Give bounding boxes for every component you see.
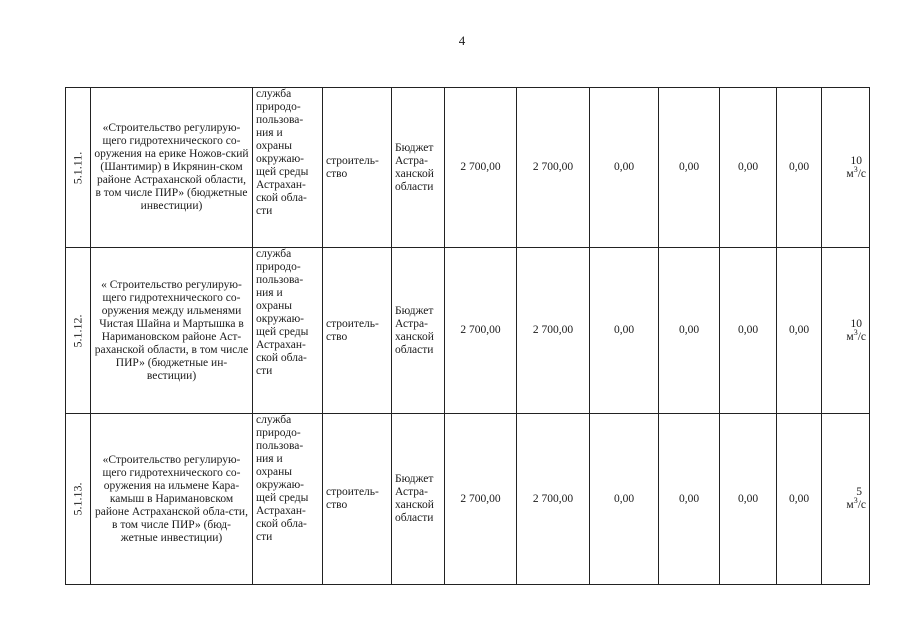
work-type: строитель-ство	[323, 88, 392, 248]
table-row	[66, 248, 870, 414]
year-1-amount: 2 700,00	[517, 248, 590, 414]
project-name: « Строительство регулирую-щего гидротехнического со-оружения между ильменями Чистая Шайна и Мартышка в Наримановском районе Аст-раханской области, в том числе ПИР» (бюджетные ин-вестиции)	[91, 248, 253, 414]
total-amount: 2 700,00	[445, 248, 517, 414]
row-number-cell	[66, 414, 91, 585]
year-3-amount: 0,00	[659, 414, 720, 585]
year-1-amount: 2 700,00	[517, 414, 590, 585]
project-name: «Строительство регулирую-щего гидротехнического со-оружения на ильмене Кара-камыш в Наримановском районе Астраханской обла-сти, в том числе ПИР» (бюд-жетные инвестиции)	[91, 414, 253, 585]
year-4-amount: 0,00	[720, 248, 777, 414]
year-3-amount: 0,00	[659, 248, 720, 414]
funding-source: Бюджет Астра-ханской области	[392, 248, 445, 414]
row-number: 5.1.13.	[70, 482, 85, 516]
capacity-value: 5	[856, 486, 862, 498]
project-name: «Строительство регулирую-щего гидротехнического со-оружения на ерике Ножов-ский (Шантимир) в Икрянин-ском районе Астраханской области, в том числе ПИР» (бюджетные инвестиции)	[91, 88, 253, 248]
row-number-cell	[66, 248, 91, 414]
year-3-amount: 0,00	[659, 88, 720, 248]
year-2-amount: 0,00	[590, 414, 659, 585]
capacity-value: 10	[850, 154, 862, 167]
capacity-unit: $м^3/с$	[846, 496, 866, 511]
year-2-amount: 0,00	[590, 88, 659, 248]
row-number: 5.1.11.	[70, 151, 85, 184]
row-number-cell	[66, 88, 91, 248]
funding-source: Бюджет Астра-ханской области	[392, 88, 445, 248]
total-amount: 2 700,00	[445, 414, 517, 585]
responsible-org: служба природо-пользова-ния и охраны окружаю-щей среды Астрахан-ской обла-сти	[253, 88, 323, 248]
year-5-amount: 0,00	[777, 414, 822, 585]
page-number: 4	[458, 33, 466, 48]
funding-source: Бюджет Астра-ханской области	[392, 414, 445, 585]
capacity-value: 10	[850, 317, 862, 330]
row-number: 5.1.12.	[70, 314, 85, 347]
capacity-cell	[822, 248, 870, 414]
table-row	[66, 88, 870, 248]
work-type: строитель-ство	[323, 248, 392, 414]
program-table	[65, 87, 870, 585]
responsible-org: служба природо-пользова-ния и охраны окружаю-щей среды Астрахан-ской обла-сти	[253, 248, 323, 414]
year-5-amount: 0,00	[777, 248, 822, 414]
capacity-unit: $м^3/с$	[846, 327, 866, 343]
work-type: строитель-ство	[323, 414, 392, 585]
capacity-cell	[822, 88, 870, 248]
table-row	[66, 414, 870, 585]
year-2-amount: 0,00	[590, 248, 659, 414]
capacity-unit: $м^3/с$	[846, 164, 866, 180]
year-4-amount: 0,00	[720, 414, 777, 585]
year-4-amount: 0,00	[720, 88, 777, 248]
year-5-amount: 0,00	[777, 88, 822, 248]
total-amount: 2 700,00	[445, 88, 517, 248]
year-1-amount: 2 700,00	[517, 88, 590, 248]
capacity-cell	[822, 414, 870, 585]
responsible-org: служба природо-пользова-ния и охраны окружаю-щей среды Астрахан-ской обла-сти	[253, 414, 323, 585]
